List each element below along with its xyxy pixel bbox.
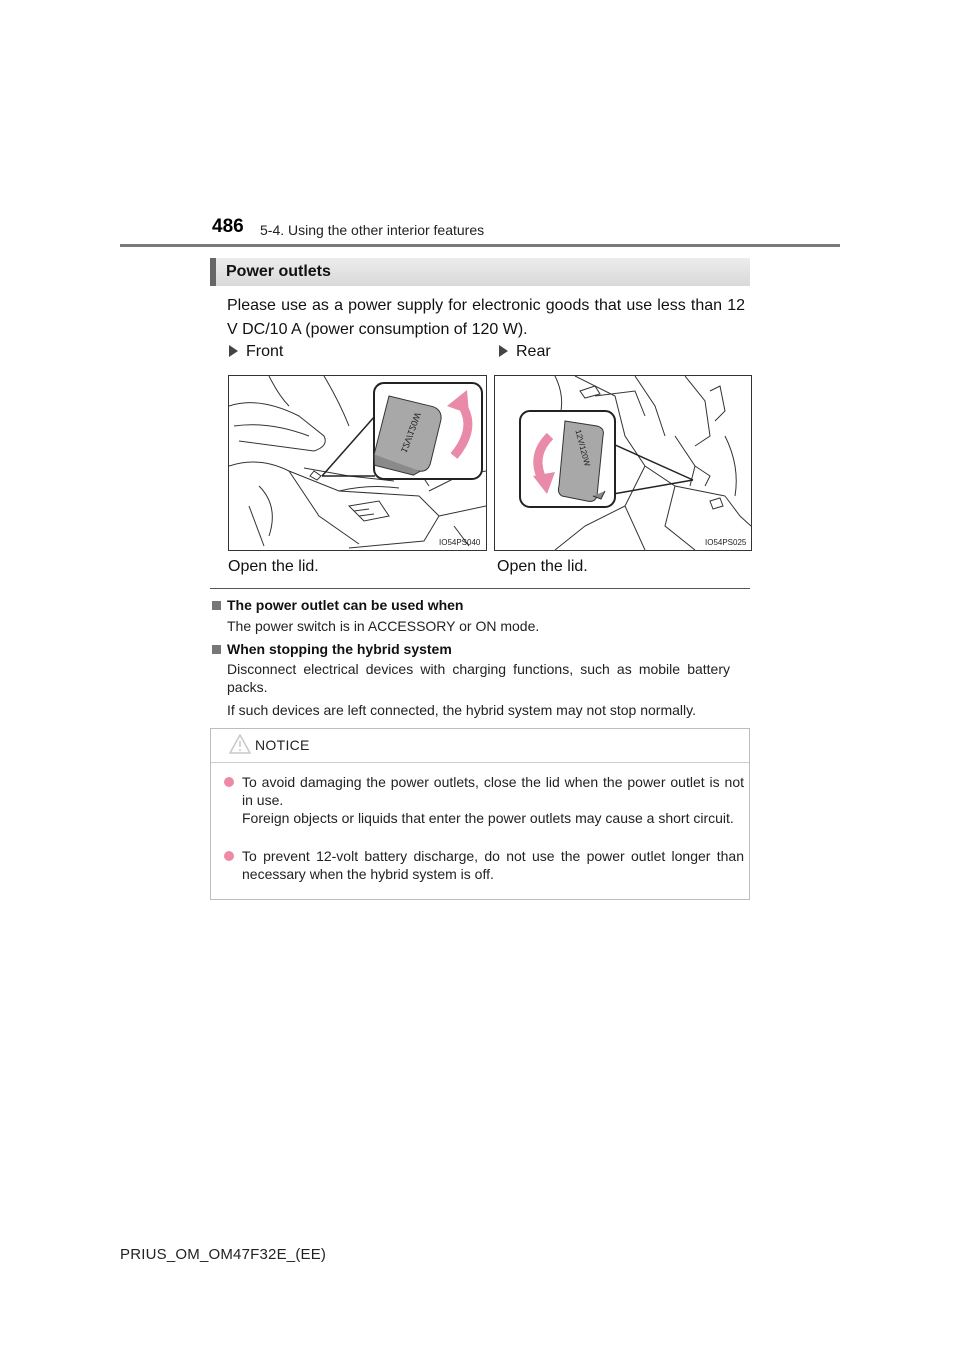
caption-rear: Open the lid. <box>497 558 588 575</box>
triangle-bullet-icon <box>499 345 508 357</box>
rear-lid-text: 12V/120W <box>573 428 592 468</box>
figure-label-rear: Rear <box>499 343 551 361</box>
square-bullet-icon <box>212 601 221 610</box>
notice-item: To avoid damaging the power outlets, close the lid when the power outlet is not in use. Foreign objects or liquids that enter the power outlets may cause a short circuit. <box>224 773 744 827</box>
note-body: Disconnect electrical devices with charging functions, such as mobile battery packs. <box>227 661 730 695</box>
note-heading: The power outlet can be used when <box>212 597 463 613</box>
pink-bullet-icon <box>224 777 234 787</box>
document-code: PRIUS_OM_OM47F32E_(EE) <box>120 1246 327 1263</box>
note-body: If such devices are left connected, the hybrid system may not stop normally. <box>227 702 696 718</box>
triangle-bullet-icon <box>229 345 238 357</box>
warning-triangle-icon <box>229 734 251 754</box>
note-heading: When stopping the hybrid system <box>212 641 452 657</box>
notice-box <box>210 728 750 900</box>
pink-bullet-icon <box>224 851 234 861</box>
rear-outlet-illustration <box>494 375 752 551</box>
section-label: 5-4. Using the other interior features <box>260 222 485 238</box>
rear-console-drawing <box>495 376 751 550</box>
notice-header <box>211 729 749 763</box>
figure-label-front: Front <box>229 343 283 361</box>
caption-front: Open the lid. <box>228 558 319 575</box>
header-rule <box>120 244 840 247</box>
page-number: 486 <box>212 216 244 237</box>
notice-title: NOTICE <box>255 737 310 753</box>
rear-figure-code: IO54PS025 <box>705 538 747 547</box>
section-divider <box>210 588 750 589</box>
intro-paragraph: Please use as a power supply for electronic goods that use less than 12 V DC/10 A (power consumption of 120 W). <box>227 297 745 338</box>
front-figure-code: IO54PS040 <box>439 538 481 547</box>
square-bullet-icon <box>212 645 221 654</box>
front-console-drawing <box>229 376 486 550</box>
note-body: The power switch is in ACCESSORY or ON mode. <box>227 618 540 634</box>
notice-item: To prevent 12-volt battery discharge, do not use the power outlet longer than necessary when the hybrid system is off. <box>224 847 744 883</box>
front-outlet-illustration <box>228 375 487 551</box>
front-lid-text: 12V/120W <box>398 411 423 455</box>
section-title: Power outlets <box>226 263 331 280</box>
section-title-bar <box>210 258 750 286</box>
